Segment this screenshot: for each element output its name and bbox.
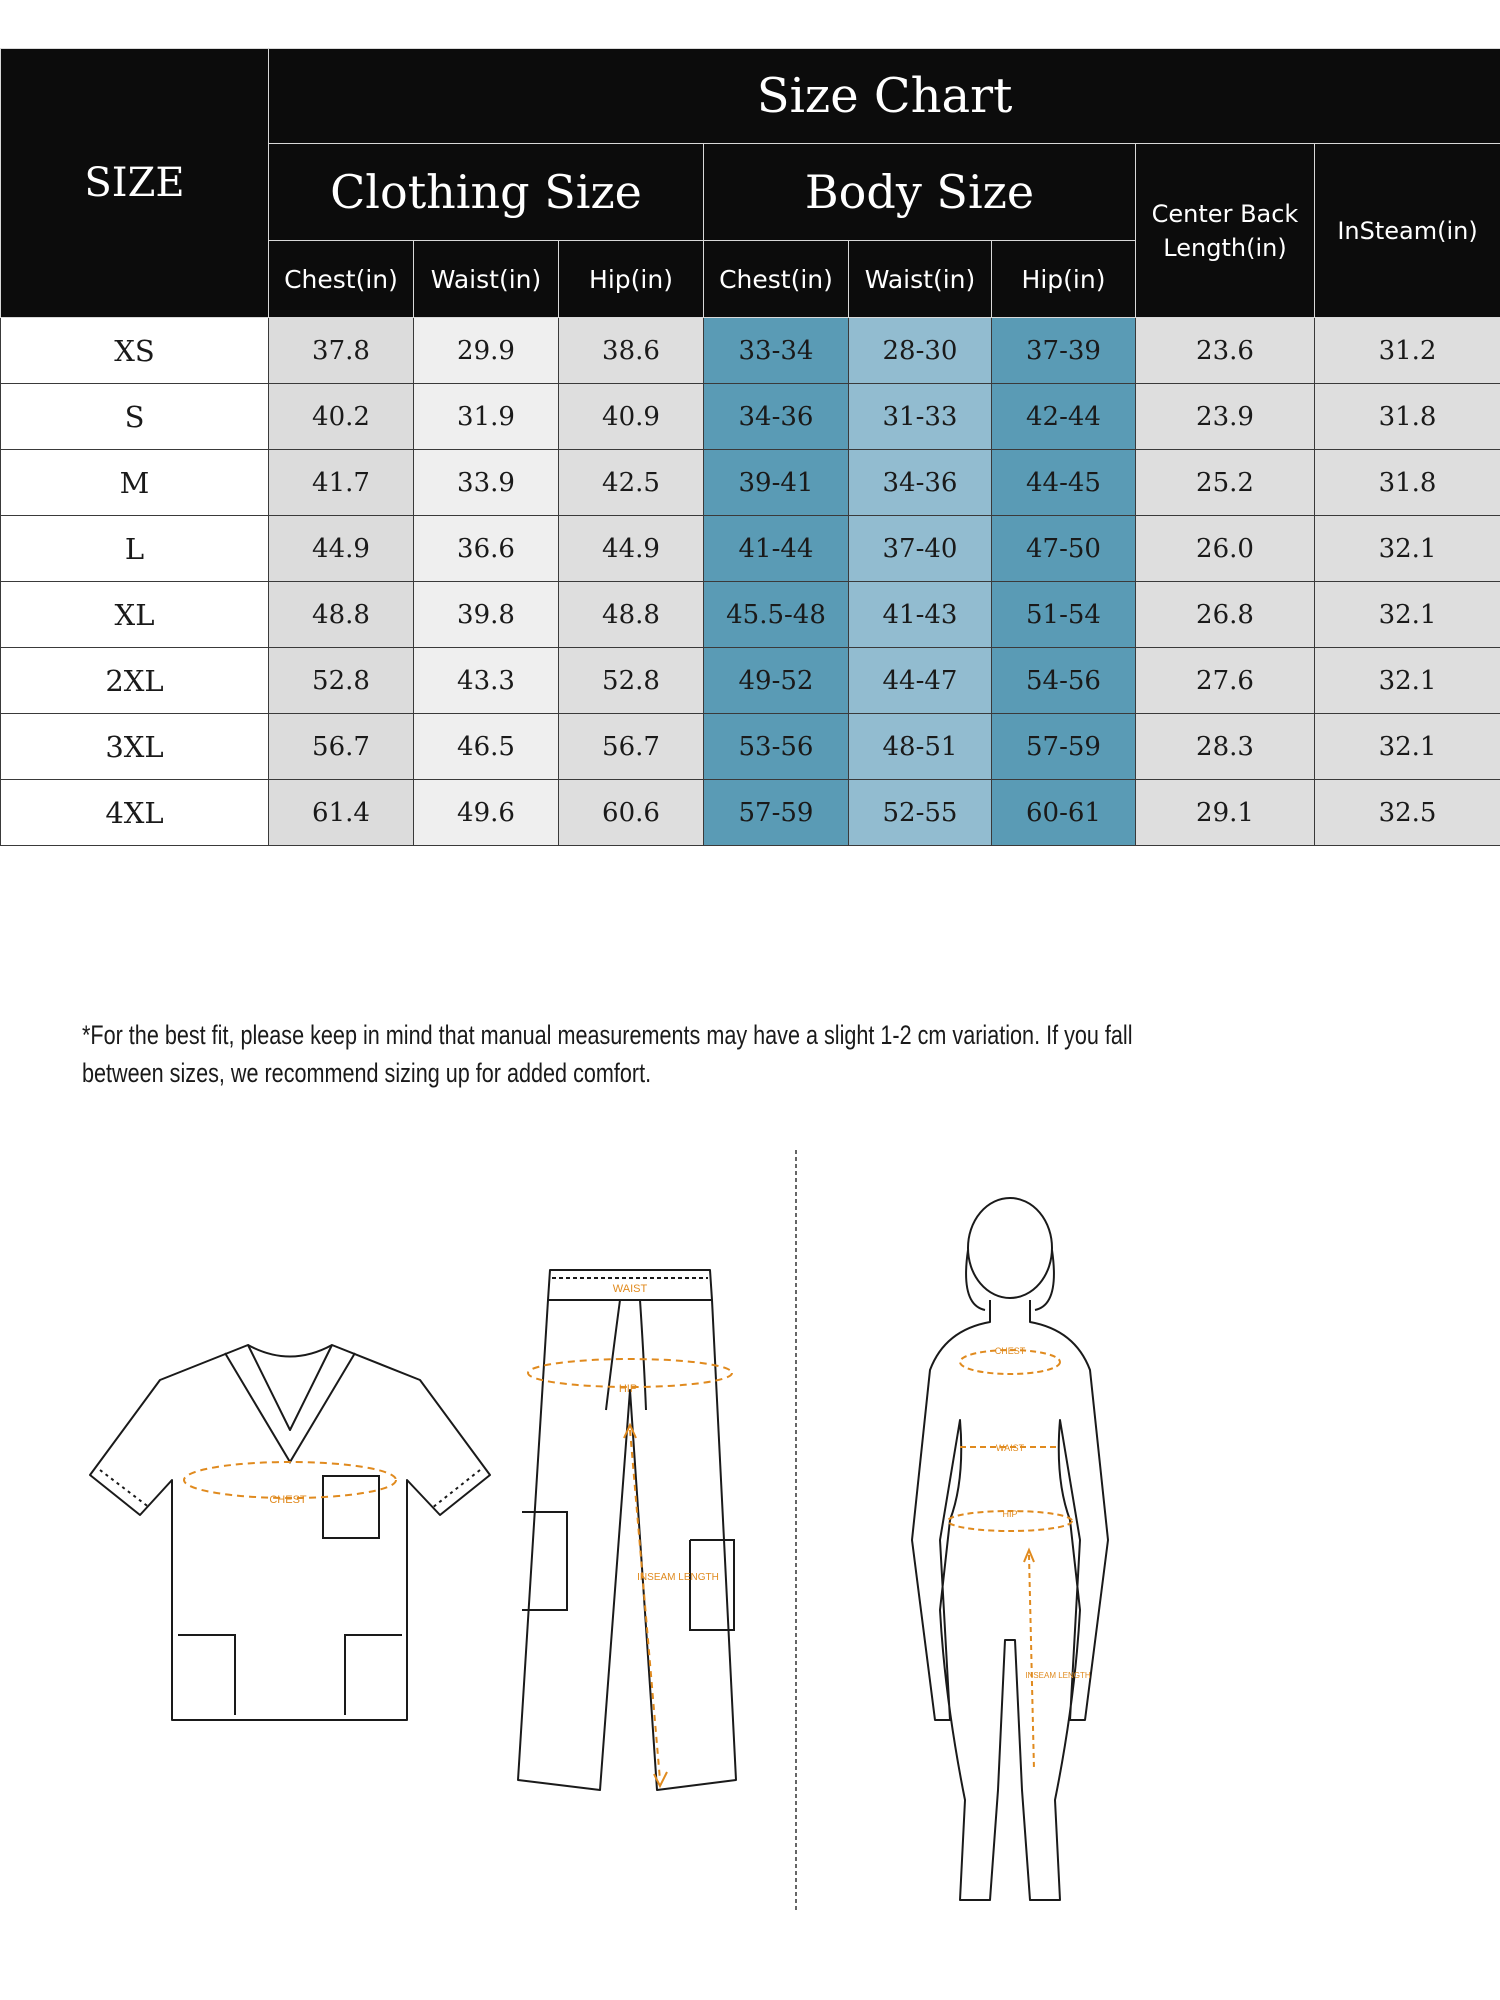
center-back-cell: 23.6 bbox=[1136, 318, 1315, 384]
clothing-waist-cell: 31.9 bbox=[414, 384, 559, 450]
clothing-chest-cell: 37.8 bbox=[269, 318, 414, 384]
clothing-hip-cell: 56.7 bbox=[559, 714, 704, 780]
size-chart-table bbox=[0, 48, 1500, 846]
fit-note-line1: *For the best fit, please keep in mind that manual measurements may have a slight 1-2 cm variation. If you fall bbox=[82, 1020, 1133, 1050]
clothing-chest-cell: 52.8 bbox=[269, 648, 414, 714]
insteam-cell: 32.1 bbox=[1315, 714, 1500, 780]
body-figure-icon bbox=[912, 1198, 1108, 1900]
body-hip-cell: 37-39 bbox=[992, 318, 1136, 384]
size-cell: M bbox=[1, 450, 269, 516]
body-hip-cell: 51-54 bbox=[992, 582, 1136, 648]
size-cell: 2XL bbox=[1, 648, 269, 714]
center-back-length-header bbox=[1136, 144, 1315, 318]
scrub-top-icon bbox=[90, 1345, 490, 1720]
pants-hip-label: HIP bbox=[618, 1383, 638, 1395]
clothing-waist-cell: 49.6 bbox=[414, 780, 559, 846]
clothing-chest-cell: 44.9 bbox=[269, 516, 414, 582]
body-size-header: Body Size bbox=[704, 144, 1136, 241]
body-waist-header: Waist(in) bbox=[849, 241, 992, 318]
body-chest-label: CHEST bbox=[994, 1346, 1026, 1356]
insteam-cell: 31.8 bbox=[1315, 450, 1500, 516]
body-chest-cell: 39-41 bbox=[704, 450, 849, 516]
table-row bbox=[1, 318, 1500, 384]
clothing-hip-cell: 52.8 bbox=[559, 648, 704, 714]
table-row bbox=[1, 648, 1500, 714]
body-hip-header: Hip(in) bbox=[992, 241, 1136, 318]
pants-waist-label: WAIST bbox=[612, 1283, 648, 1295]
size-cell: L bbox=[1, 516, 269, 582]
clothing-chest-cell: 61.4 bbox=[269, 780, 414, 846]
clothing-waist-cell: 29.9 bbox=[414, 318, 559, 384]
body-waist-cell: 52-55 bbox=[849, 780, 992, 846]
clothing-hip-cell: 60.6 bbox=[559, 780, 704, 846]
clothing-chest-cell: 41.7 bbox=[269, 450, 414, 516]
insteam-cell: 32.1 bbox=[1315, 516, 1500, 582]
clothing-hip-cell: 48.8 bbox=[559, 582, 704, 648]
body-hip-label: HIP bbox=[1002, 1509, 1018, 1519]
insteam-cell: 32.1 bbox=[1315, 648, 1500, 714]
clothing-size-header: Clothing Size bbox=[269, 144, 704, 241]
table-row bbox=[1, 516, 1500, 582]
center-back-header-line1: Center Back bbox=[1151, 199, 1299, 228]
clothing-waist-cell: 46.5 bbox=[414, 714, 559, 780]
body-waist-cell: 31-33 bbox=[849, 384, 992, 450]
clothing-chest-header: Chest(in) bbox=[269, 241, 414, 318]
center-back-cell: 26.8 bbox=[1136, 582, 1315, 648]
clothing-waist-cell: 39.8 bbox=[414, 582, 559, 648]
clothing-waist-cell: 33.9 bbox=[414, 450, 559, 516]
body-waist-cell: 41-43 bbox=[849, 582, 992, 648]
table-row bbox=[1, 714, 1500, 780]
center-back-cell: 25.2 bbox=[1136, 450, 1315, 516]
shirt-chest-label: CHEST bbox=[269, 1494, 307, 1506]
body-chest-cell: 49-52 bbox=[704, 648, 849, 714]
clothing-waist-cell: 43.3 bbox=[414, 648, 559, 714]
scrub-pants-icon bbox=[518, 1270, 736, 1790]
table-row bbox=[1, 384, 1500, 450]
body-chest-cell: 45.5-48 bbox=[704, 582, 849, 648]
body-hip-cell: 57-59 bbox=[992, 714, 1136, 780]
center-back-cell: 27.6 bbox=[1136, 648, 1315, 714]
size-cell: S bbox=[1, 384, 269, 450]
size-cell: 3XL bbox=[1, 714, 269, 780]
body-hip-cell: 44-45 bbox=[992, 450, 1136, 516]
body-waist-label: WAIST bbox=[995, 1443, 1025, 1453]
body-chest-header: Chest(in) bbox=[704, 241, 849, 318]
size-cell: 4XL bbox=[1, 780, 269, 846]
clothing-chest-cell: 56.7 bbox=[269, 714, 414, 780]
table-row bbox=[1, 582, 1500, 648]
clothing-hip-cell: 40.9 bbox=[559, 384, 704, 450]
clothing-chest-cell: 40.2 bbox=[269, 384, 414, 450]
body-hip-cell: 47-50 bbox=[992, 516, 1136, 582]
clothing-hip-cell: 44.9 bbox=[559, 516, 704, 582]
clothing-waist-header: Waist(in) bbox=[414, 241, 559, 318]
table-row bbox=[1, 780, 1500, 846]
insteam-cell: 31.8 bbox=[1315, 384, 1500, 450]
clothing-hip-cell: 42.5 bbox=[559, 450, 704, 516]
body-hip-cell: 42-44 bbox=[992, 384, 1136, 450]
center-back-header-line2: Length(in) bbox=[1163, 233, 1287, 262]
table-row bbox=[1, 450, 1500, 516]
body-chest-cell: 33-34 bbox=[704, 318, 849, 384]
clothing-hip-cell: 38.6 bbox=[559, 318, 704, 384]
fit-note-line2: between sizes, we recommend sizing up for added comfort. bbox=[82, 1058, 652, 1088]
center-back-cell: 23.9 bbox=[1136, 384, 1315, 450]
size-chart bbox=[0, 48, 1500, 846]
body-hip-cell: 54-56 bbox=[992, 648, 1136, 714]
center-back-cell: 26.0 bbox=[1136, 516, 1315, 582]
size-cell: XS bbox=[1, 318, 269, 384]
pants-inseam-label: INSEAM LENGTH bbox=[637, 1572, 719, 1583]
body-chest-cell: 34-36 bbox=[704, 384, 849, 450]
fit-note bbox=[82, 1016, 1362, 1092]
insteam-cell: 31.2 bbox=[1315, 318, 1500, 384]
body-waist-cell: 44-47 bbox=[849, 648, 992, 714]
chart-title: Size Chart bbox=[269, 49, 1500, 144]
clothing-hip-header: Hip(in) bbox=[559, 241, 704, 318]
insteam-header: InSteam(in) bbox=[1315, 144, 1500, 318]
size-column-header: SIZE bbox=[1, 49, 269, 318]
body-hip-cell: 60-61 bbox=[992, 780, 1136, 846]
body-chest-cell: 53-56 bbox=[704, 714, 849, 780]
size-cell: XL bbox=[1, 582, 269, 648]
body-waist-cell: 34-36 bbox=[849, 450, 992, 516]
clothing-waist-cell: 36.6 bbox=[414, 516, 559, 582]
measurement-illustration bbox=[0, 1140, 1500, 1940]
body-waist-cell: 48-51 bbox=[849, 714, 992, 780]
body-inseam-label: INSEAM LENGTH bbox=[1025, 1671, 1091, 1680]
body-waist-cell: 37-40 bbox=[849, 516, 992, 582]
body-waist-cell: 28-30 bbox=[849, 318, 992, 384]
insteam-cell: 32.5 bbox=[1315, 780, 1500, 846]
insteam-cell: 32.1 bbox=[1315, 582, 1500, 648]
body-chest-cell: 57-59 bbox=[704, 780, 849, 846]
clothing-chest-cell: 48.8 bbox=[269, 582, 414, 648]
center-back-cell: 29.1 bbox=[1136, 780, 1315, 846]
body-chest-cell: 41-44 bbox=[704, 516, 849, 582]
center-back-cell: 28.3 bbox=[1136, 714, 1315, 780]
